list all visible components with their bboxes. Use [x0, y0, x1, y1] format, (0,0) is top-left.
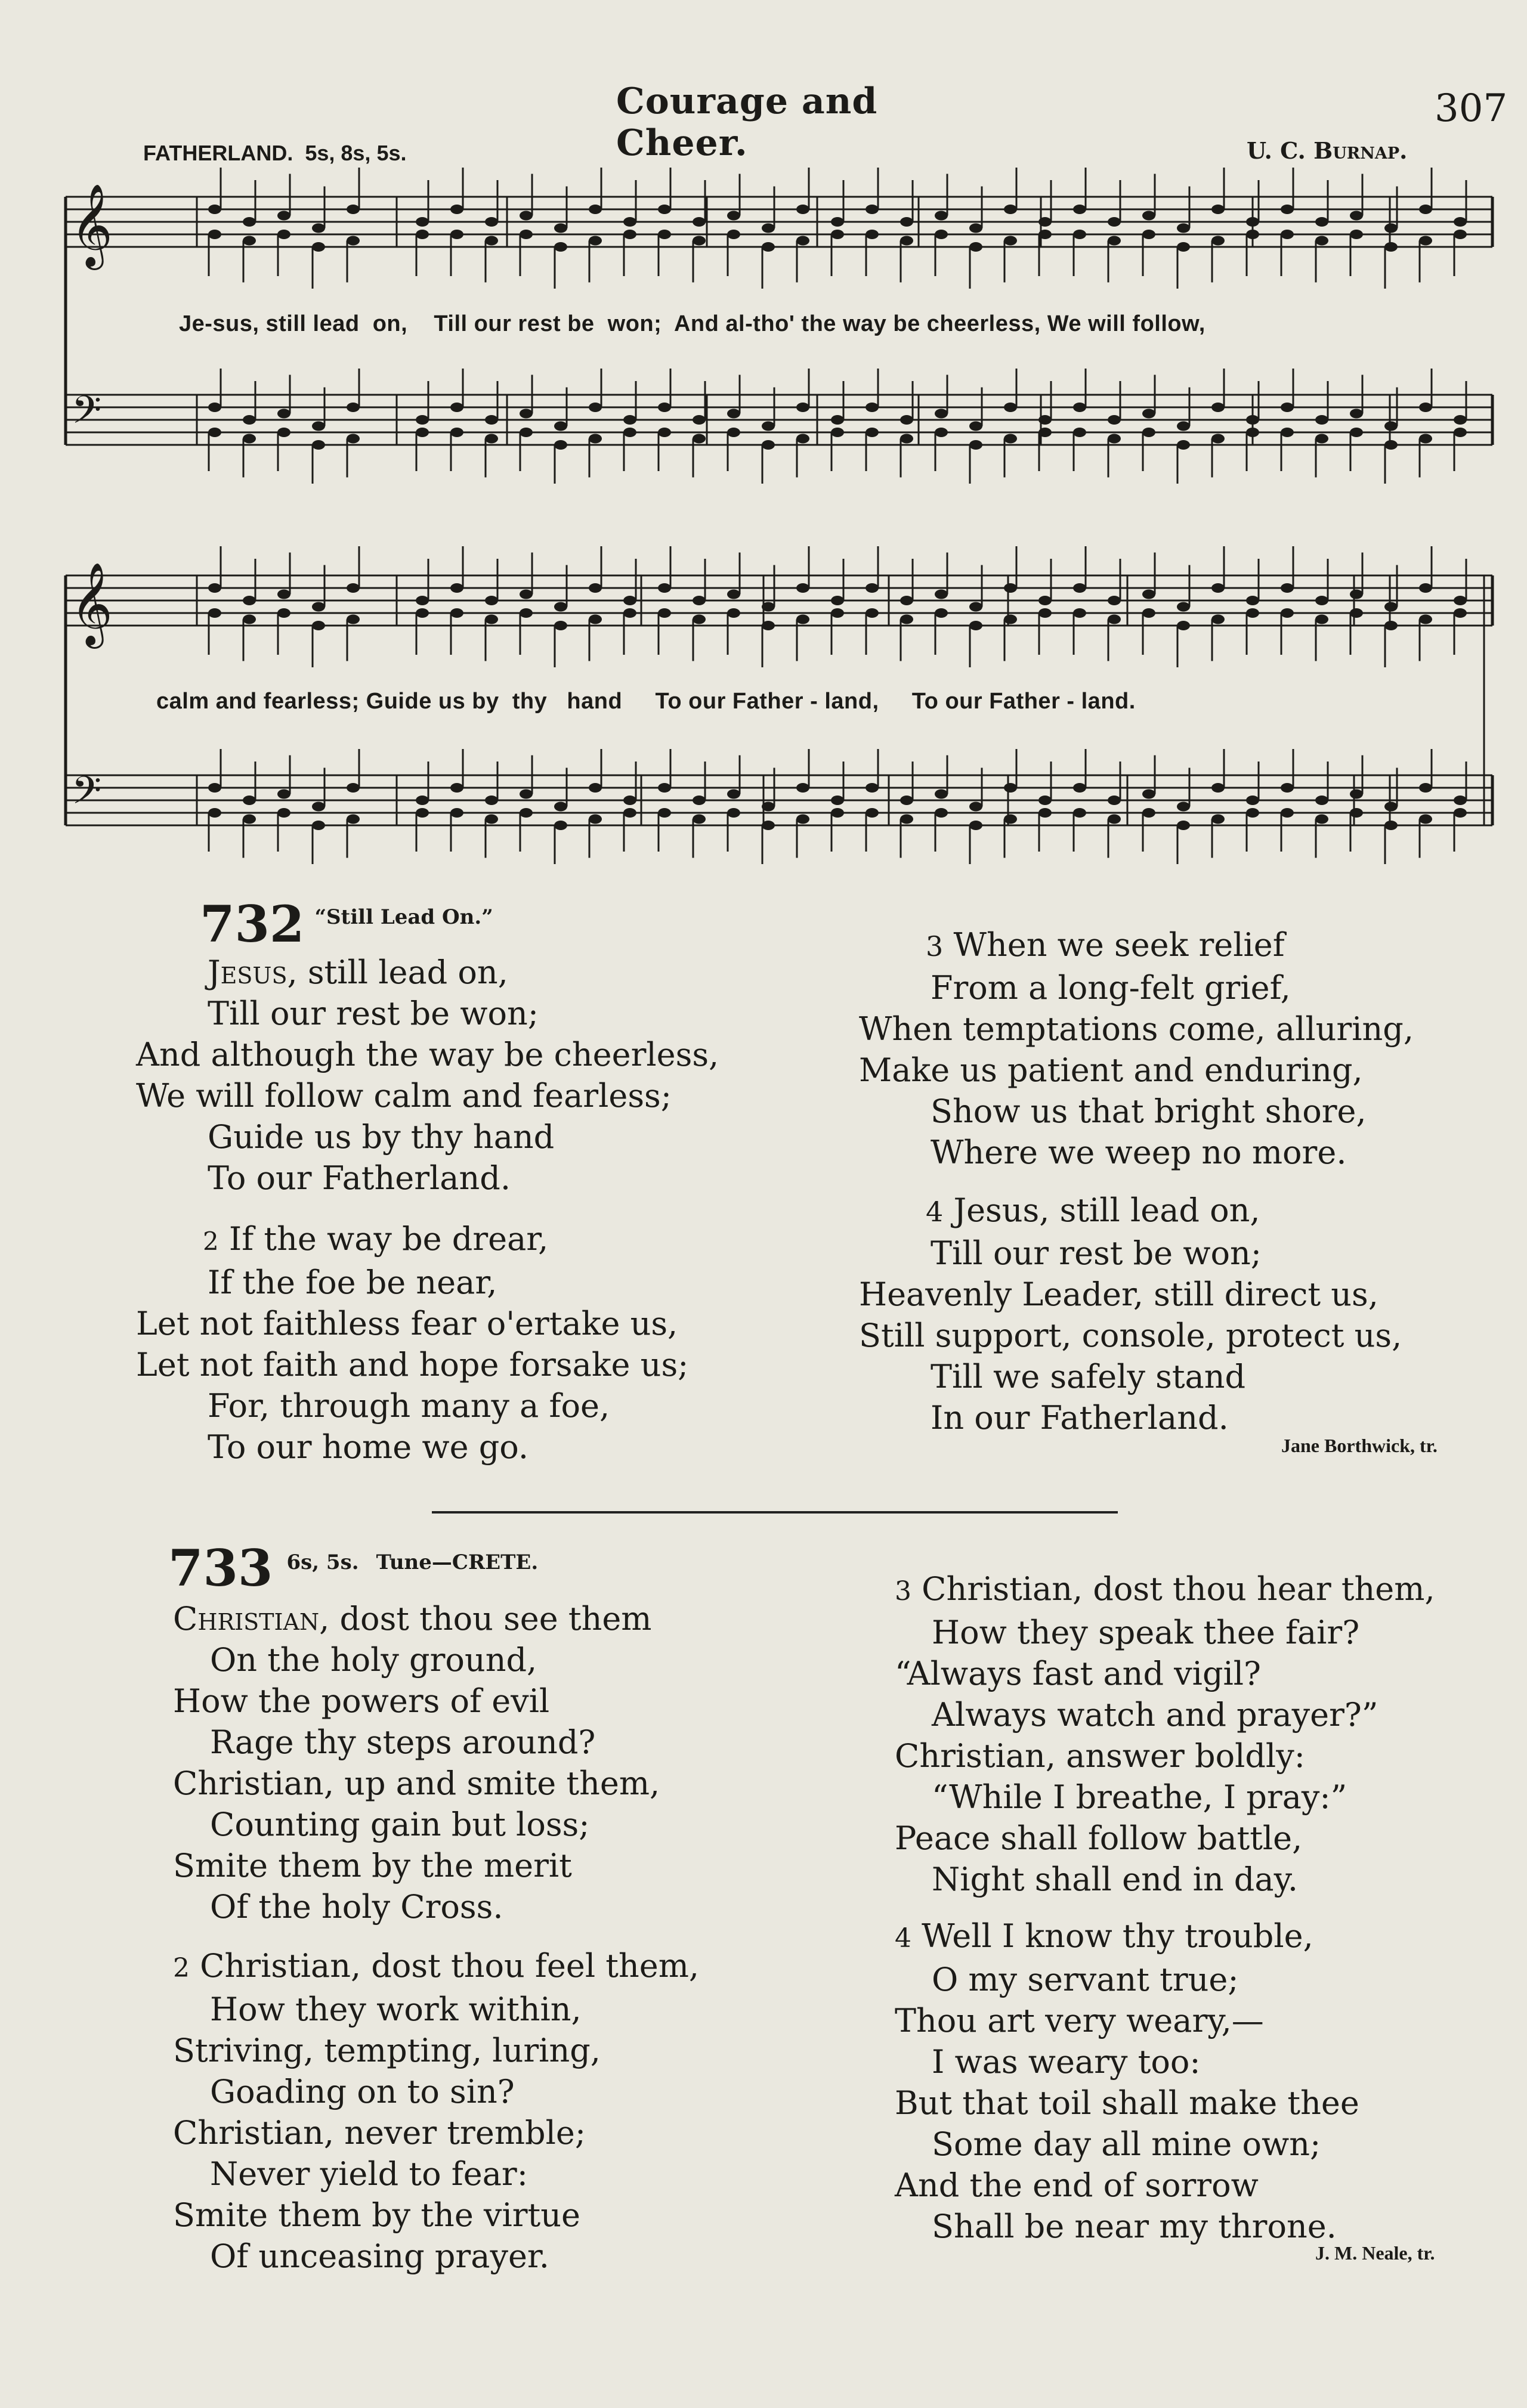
verse-line: If the way be drear, [228, 1220, 549, 1258]
verse-line: Some day all mine own; [932, 2125, 1321, 2163]
verse-number: 3 [895, 1576, 911, 1607]
verse-line: Never yield to fear: [210, 2155, 528, 2193]
hymn-733-attribution: J. M. Neale, tr. [1315, 2242, 1435, 2264]
verse-line: We will follow calm and fearless; [136, 1077, 672, 1115]
verse-line: Of the holy Cross. [210, 1888, 503, 1926]
verse-number: 2 [203, 1227, 219, 1256]
verse-line: Shall be near my throne. [932, 2208, 1337, 2245]
verse-line: Christian, up and smite them, [173, 1765, 660, 1802]
verse-line: Till our rest be won; [208, 995, 539, 1032]
verse-line: Well I know thy trouble, [922, 1917, 1313, 1955]
verse-line: Let not faith and hope forsake us; [136, 1346, 689, 1383]
verse-first-word: Christian, [173, 1600, 330, 1638]
verse-line: When temptations come, alluring, [859, 1010, 1414, 1048]
verse-line: Christian, dost thou hear them, [922, 1570, 1435, 1608]
verse-line: Where we weep no more. [931, 1134, 1347, 1171]
hymn-732-verse-2 [136, 1218, 822, 1468]
verse-line: Always watch and prayer?” [932, 1696, 1378, 1734]
hymn-number: 732 [200, 895, 305, 954]
verse-line: Of unceasing prayer. [210, 2237, 549, 2275]
page-title: Courage and Cheer. [616, 81, 878, 164]
verse-line: Show us that bright shore, [931, 1092, 1367, 1130]
verse-line: Counting gain but loss; [210, 1806, 590, 1843]
hymn-732-verse-3 [859, 924, 1515, 1173]
verse-line: Christian, never tremble; [173, 2114, 586, 2152]
verse-line: “While I breathe, I pray:” [932, 1778, 1347, 1816]
hymn-733-heading [168, 1539, 538, 1598]
composer: U. C. Burnap. [1247, 137, 1408, 164]
lyrics-system-1: Je-sus, still lead on, Till our rest be won; And al-tho' the way be cheerless, We will follow, [179, 311, 1205, 336]
verse-number: 4 [926, 1196, 944, 1228]
verse-number: 3 [926, 930, 944, 962]
hymn-number: 733 [168, 1539, 273, 1598]
verse-line: I was weary too: [932, 2043, 1201, 2081]
verse-line: dost thou see them [329, 1600, 652, 1638]
verse-line: Smite them by the virtue [173, 2196, 580, 2234]
hymn-733-verse-4 [895, 1915, 1515, 2247]
verse-line: To our home we go. [208, 1428, 529, 1466]
svg-text:𝄞: 𝄞 [70, 184, 113, 267]
verse-line: Striving, tempting, luring, [173, 2032, 601, 2069]
verse-line: Till we safely stand [931, 1358, 1246, 1395]
verse-line: How the powers of evil [173, 1682, 550, 1720]
verse-line: Still support, console, protect us, [859, 1317, 1402, 1354]
verse-line: Christian, dost thou feel them, [200, 1947, 700, 1985]
hymn-meter: 6s, 5s. [286, 1550, 359, 1574]
verse-line: Let not faithless fear o'ertake us, [136, 1305, 678, 1342]
verse-line: In our Fatherland. [931, 1399, 1229, 1437]
verse-line: How they speak thee fair? [932, 1614, 1360, 1651]
verse-line: For, through many a foe, [208, 1387, 610, 1425]
verse-line: And although the way be cheerless, [136, 1036, 719, 1073]
verse-line: Rage thy steps around? [210, 1723, 596, 1761]
verse-line: From a long-felt grief, [931, 969, 1291, 1007]
verse-line: Peace shall follow battle, [895, 1819, 1303, 1857]
verse-line: Night shall end in day. [932, 1861, 1299, 1898]
verse-line: On the holy ground, [210, 1641, 537, 1679]
verse-line: Christian, answer boldly: [895, 1737, 1305, 1775]
hymn-732-attribution: Jane Borthwick, tr. [1281, 1435, 1438, 1456]
svg-text:𝄢: 𝄢 [72, 388, 102, 442]
verse-line: Heavenly Leader, still direct us, [859, 1276, 1378, 1313]
verse-number: 2 [173, 1953, 190, 1983]
music-score [0, 0, 1527, 895]
hymn-732-heading [200, 895, 493, 954]
verse-line: Guide us by thy hand [208, 1118, 555, 1156]
verse-line: O my servant true; [932, 1961, 1239, 1998]
svg-text:𝄢: 𝄢 [72, 769, 102, 822]
hymn-733-verse-3 [895, 1568, 1515, 1900]
verse-line: Jesus, still lead on, [953, 1191, 1260, 1229]
verse-line: still lead on, [297, 954, 508, 991]
verse-line: How they work within, [210, 1991, 582, 2028]
svg-text:𝄞: 𝄞 [70, 562, 113, 645]
hymn-tune: Tune—CRETE. [376, 1550, 539, 1574]
section-divider [432, 1511, 1118, 1513]
verse-line: “Always fast and vigil? [895, 1655, 1262, 1692]
hymn-732-verse-4 [859, 1190, 1515, 1438]
verse-line: Goading on to sin? [210, 2073, 515, 2110]
hymn-732-verse-1 [136, 952, 822, 1199]
verse-line: Smite them by the merit [173, 1847, 572, 1884]
lyrics-system-2: calm and fearless; Guide us by thy hand To our Father - land, To our Father - land. [156, 689, 1136, 714]
page-number: 307 [1435, 86, 1508, 131]
verse-line: But that toil shall make thee [895, 2084, 1359, 2122]
hymn-733-verse-1 [173, 1598, 829, 1927]
verse-line: Till our rest be won; [931, 1234, 1262, 1272]
verse-number: 4 [895, 1923, 911, 1954]
verse-line: Make us patient and enduring, [859, 1051, 1363, 1089]
verse-line: When we seek relief [953, 926, 1285, 964]
tune-meter: 5s, 8s, 5s. [305, 141, 407, 165]
verse-line: And the end of sorrow [895, 2166, 1259, 2204]
hymn-733-verse-2 [173, 1945, 829, 2277]
verse-line: To our Fatherland. [208, 1159, 511, 1197]
verse-line: If the foe be near, [208, 1264, 497, 1301]
tune-title: FATHERLAND. [143, 141, 293, 165]
verse-line: Thou art very weary,— [895, 2002, 1264, 2039]
hymn-subtitle: “Still Lead On.” [314, 905, 493, 929]
verse-first-word: Jesus, [208, 954, 298, 991]
